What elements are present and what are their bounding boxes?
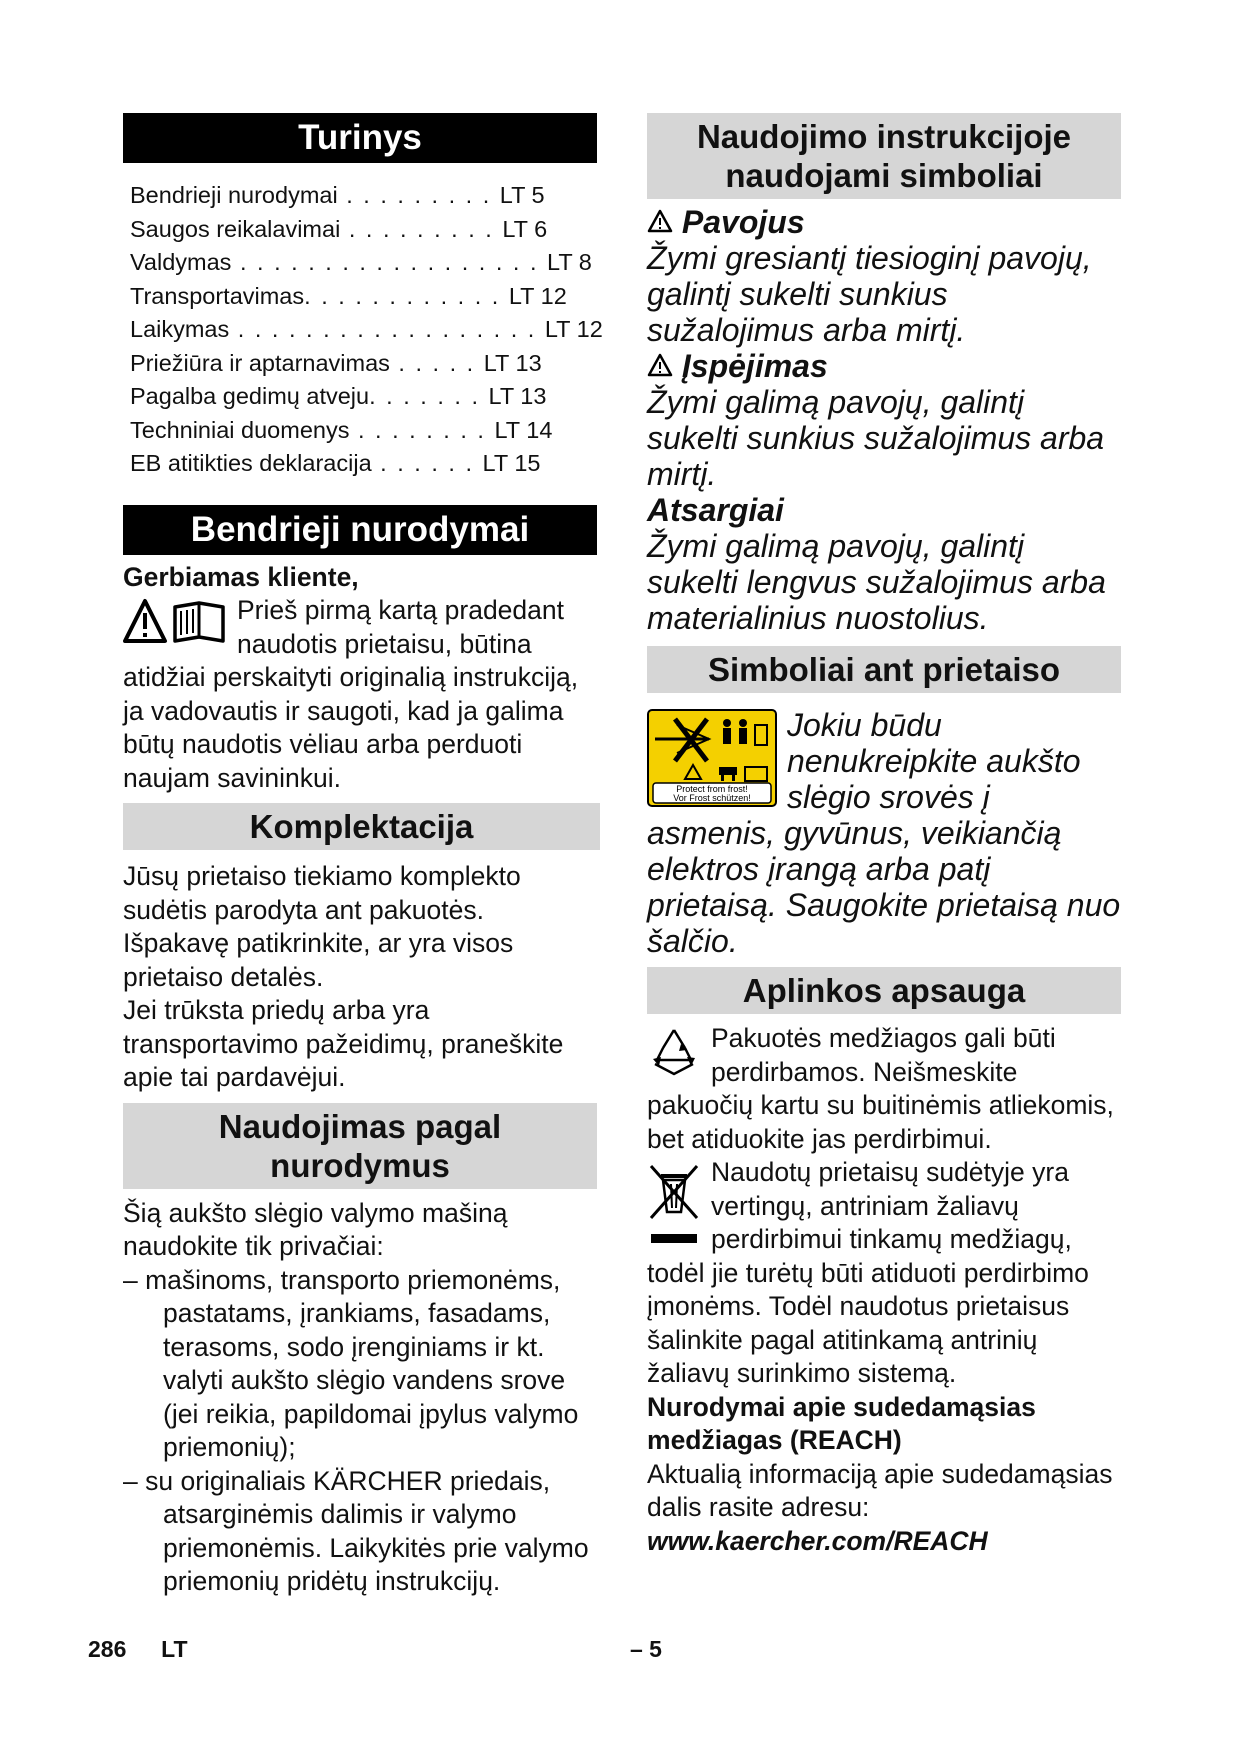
caution-text: Žymi galimą pavojų, galintį sukelti lengvus sužalojimus arba materialinius nuostolius. (647, 528, 1106, 636)
frost-label-line-2: Vor Frost schützen! (673, 793, 751, 803)
usage-list (123, 1264, 597, 1599)
frost-warning-label-icon (647, 709, 777, 812)
toc-item-label: Laikymas (130, 316, 230, 342)
crossed-bin-icon (647, 1162, 701, 1253)
usage-intro: Šią aukšto slėgio valymo mašiną naudokite tik privačiai: (123, 1197, 508, 1261)
toc-item-dots: . . . . . . . . . . . . (304, 282, 509, 309)
warning-title: Įspėjimas (681, 348, 828, 384)
toc-item-label: Valdymas (130, 249, 232, 275)
toc-item[interactable] (130, 313, 603, 347)
toc-item-label: EB atitikties deklaracija (130, 450, 372, 476)
toc-item-dots: . . . . . . . . (349, 416, 495, 443)
toc-item-page: LT 5 (499, 182, 545, 208)
danger-heading (647, 204, 1121, 240)
toc-item-dots: . . . . . . . . . (337, 182, 500, 208)
toc-item-label: Techniniai duomenys (130, 416, 350, 443)
usage-title (123, 1103, 597, 1189)
toc-item[interactable] (130, 179, 597, 213)
environment-title: Aplinkos apsauga (647, 967, 1121, 1014)
toc-item-page: LT 8 (547, 249, 592, 275)
general-title: Bendrieji nurodymai (123, 505, 597, 555)
caution-title: Atsargiai (647, 492, 784, 528)
footer-lang: LT (161, 1636, 188, 1662)
toc-item-label: Transportavimas (130, 282, 305, 309)
toc-item[interactable] (130, 347, 597, 381)
warning-read-manual-icon (123, 597, 227, 650)
toc-item-page: LT 6 (502, 215, 548, 242)
toc-item-page: LT 12 (544, 316, 603, 342)
footer-left (88, 1636, 188, 1663)
recycling-icon (647, 1026, 701, 1083)
toc-item-label: Priežiūra ir aptarnavimas (130, 349, 390, 376)
environment-text-2: Naudotų prietaisų sudėtyje yra vertingų, antriniam žaliavų perdirbimui tinkamų medžiagų, todėl jie turėtų būti atiduoti perdirbimo įmonėms. Todėl naudotus prietaisus šalinkite pagal atitinkamą antrinių žaliavų surinkimo sistemą. (647, 1157, 1089, 1388)
toc-item[interactable] (130, 380, 597, 414)
symbols-title (647, 113, 1121, 199)
list-item: – mašinoms, transporto priemonėms, pastatams, įrankiams, fasadams, terasoms, sodo įrenginiams ir kt. valyti aukšto slėgio vandens srove (jei reikia, papildomai įpylus valymo priemonių); (123, 1264, 579, 1462)
kit-text-2: Jei trūksta priedų arba yra transportavimo pažeidimų, praneškite apie tai pardavėjui. (123, 995, 564, 1092)
list-item: – su originaliais KÄRCHER priedais, atsarginėmis dalimis ir valymo priemonėmis. Laikykitės prie valymo priemonių pridėtų instrukcijų. (123, 1465, 589, 1596)
toc-item-dots: . . . . . (389, 349, 484, 376)
kit-text-1: Jūsų prietaiso tiekiamo komplekto sudėtis parodyta ant pakuotės. Išpakavę patikrinkite, ar yra visos prietaiso detalės. (123, 861, 521, 992)
right-column (647, 113, 1121, 1558)
toc-item-page: LT 14 (494, 416, 553, 443)
danger-text: Žymi gresiantį tiesioginį pavojų, galintį sukelti sunkius sužalojimus arba mirtį. (647, 240, 1092, 348)
toc-title: Turinys (123, 113, 597, 163)
general-text: Prieš pirmą kartą pradedant naudotis prietaisu, būtina atidžiai perskaityti originalią instrukciją, ja vadovautis ir saugoti, kad ja galima būtų naudotis vėliau arba perduoti naujam savininkui. (123, 595, 579, 793)
frost-label-line-1: Protect from frost! (676, 784, 748, 794)
symbols-title-line-2: naudojami simboliai (725, 157, 1043, 194)
toc-item[interactable] (130, 246, 597, 280)
danger-title: Pavojus (681, 204, 805, 240)
toc-item[interactable] (130, 213, 597, 247)
reach-url[interactable]: www.kaercher.com/REACH (647, 1525, 988, 1556)
reach-title: Nurodymai apie sudedamąsias medžiagas (REACH) (647, 1391, 1036, 1455)
left-column (123, 113, 603, 1599)
page-number: 286 (88, 1636, 127, 1662)
warning-triangle-icon (647, 204, 682, 240)
toc-item-page: LT 12 (508, 282, 567, 309)
warning-heading (647, 348, 1121, 384)
toc-item-label: Bendrieji nurodymai (130, 182, 338, 208)
toc-item-label: Saugos reikalavimai (130, 215, 341, 242)
device-symbols-title: Simboliai ant prietaiso (647, 646, 1121, 693)
reach-text: Aktualią informaciją apie sudedamąsias dalis rasite adresu: (647, 1458, 1113, 1522)
toc-item[interactable] (130, 414, 597, 448)
toc-item-dots: . . . . . . . . . . . . . . . . . . (229, 316, 545, 342)
device-symbols-text: Jokiu būdu nenukreipkite aukšto slėgio srovės į asmenis, gyvūnus, veikiančią elektros įrangą arba patį prietaisą. Saugokite prietaisą nuo šalčio. (647, 707, 1121, 959)
toc-item-dots: . . . . . . . . . . . . . . . . . . (231, 249, 548, 275)
toc-item-page: LT 13 (488, 383, 547, 409)
warning-triangle-icon (647, 348, 682, 384)
toc-item-dots: . . . . . . . . . (340, 215, 503, 242)
greeting: Gerbiamas kliente, (123, 561, 359, 592)
warning-text: Žymi galimą pavojų, galintį sukelti sunkius sužalojimus arba mirtį. (647, 384, 1105, 492)
toc-item-label: Pagalba gedimų atveju (130, 383, 370, 409)
toc-item-page: LT 15 (482, 450, 541, 476)
toc-item[interactable] (130, 280, 597, 314)
section-page: – 5 (630, 1636, 662, 1662)
toc-item-dots: . . . . . . (371, 450, 483, 476)
symbols-title-line-1: Naudojimo instrukcijoje (696, 118, 1072, 155)
environment-text-1: Pakuotės medžiagos gali būti perdirbamos. Neišmeskite pakuočių kartu su buitinėmis atliekomis, bet atiduokite jas perdirbimui. (647, 1023, 1114, 1154)
toc-item-dots: . . . . . . . (369, 383, 489, 409)
toc-list (123, 163, 603, 481)
usage-title-line-2: nurodymus (270, 1146, 450, 1184)
kit-title: Komplektacija (123, 803, 600, 850)
toc-item-page: LT 13 (483, 349, 542, 376)
usage-title-line-1: Naudojimas pagal (218, 1107, 502, 1145)
toc-item[interactable] (130, 447, 597, 481)
